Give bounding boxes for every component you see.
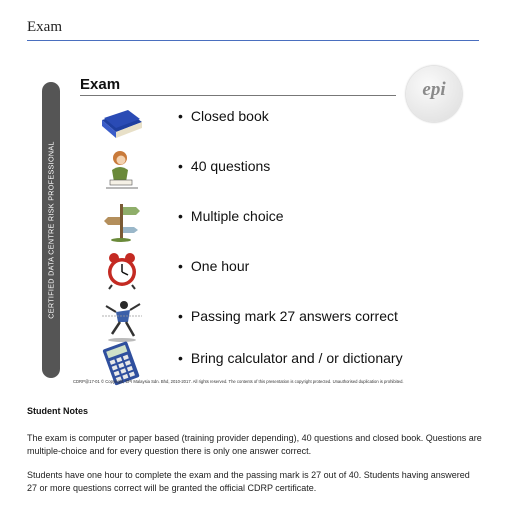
alarm-clock-icon [98,248,146,294]
slide [38,62,478,392]
list-item [98,148,468,194]
logo-text: epi [422,79,446,100]
list-item [98,98,468,144]
list-item-text: • 40 questions [178,158,270,174]
slide-title-divider [80,95,396,96]
runner-finish-icon [98,298,146,344]
student-reading-icon [98,148,146,194]
student-notes-heading: Student Notes [27,406,89,416]
list-item-text: • Multiple choice [178,208,284,224]
signpost-icon [98,198,146,244]
list-item-text: • One hour [178,258,249,274]
slide-title: Exam [80,76,121,93]
list-item-text: • Bring calculator and / or dictionary [178,350,403,366]
list-item-text: • Closed book [178,108,269,124]
notes-paragraph: The exam is computer or paper based (training provider depending), 40 questions and closed book. Questions are multiple-choice and for every question there is only one answer correct. [27,433,482,456]
side-banner-label: CERTIFIED DATA CENTRE RISK PROFESSIONAL [46,141,56,319]
list-item [98,248,468,294]
book-icon [98,98,146,144]
notes-paragraph: Students have one hour to complete the exam and the passing mark is 27 out of 40. Students having answered 27 or more questions correct will be granted the official CDRP certificate. [27,470,470,493]
list-item-text: • Passing mark 27 answers correct [178,308,398,324]
slide-footer-copyright: CDRP@17-01 © Copyright, EPI Malaysia Sdn. Bhd, 2010-2017. All rights reserved. The contents of this presentation is copyright protected. Unauthorised duplication is prohibited. [73,379,404,384]
title-divider [27,40,479,41]
list-item [98,298,468,344]
list-item [98,198,468,244]
page-title: Exam [27,19,62,35]
